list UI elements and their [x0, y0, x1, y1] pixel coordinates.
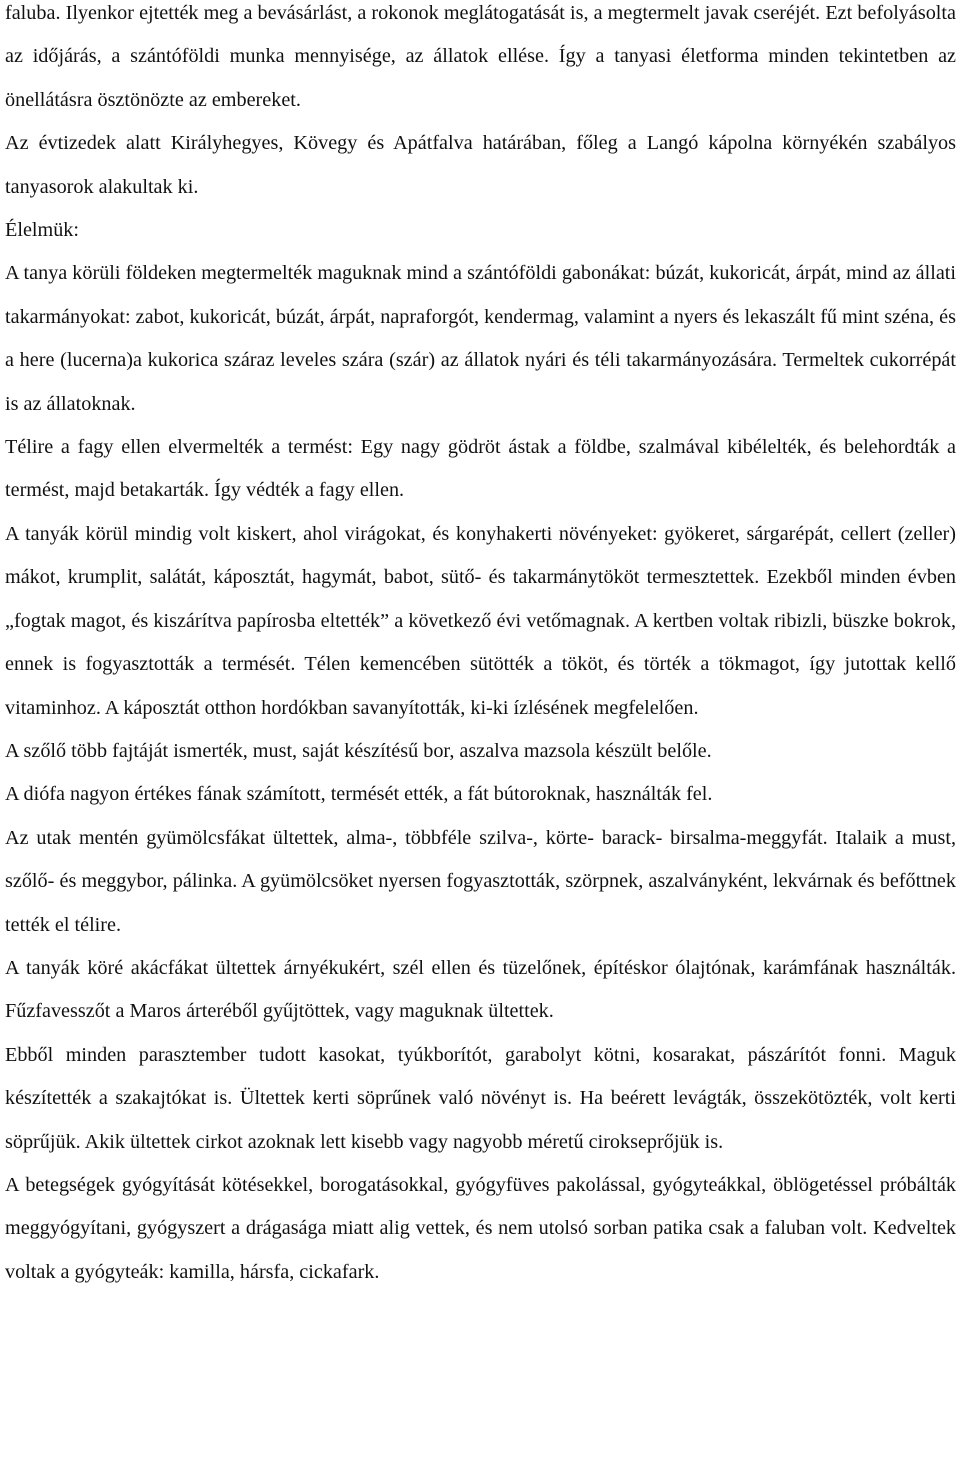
paragraph-fruit-trees: Az utak mentén gyümölcsfákat ültettek, alma-, többféle szilva-, körte- barack- birsalma-meggyfát. Italaik a must, szőlő- és meggybor, pálinka. A gyümölcsöket nyersen fogyasztották, szörpnek, aszalványként, lekvárnak és befőttnek tették el télire.: [5, 826, 956, 936]
paragraph-crops: A tanya körüli földeken megtermelték maguknak mind a szántóföldi gabonákat: búzát, kukoricát, árpát, mind az állati takarmányokat: zabot, kukoricát, búzát, árpát, napraforgót, kendermag, valamint a nyers és lekaszált fű mint széna, és a here (lucerna)a kukorica száraz leveles szára (szár) az állatok nyári és téli takarmányozására. Termeltek cukorrépát is az állatoknak.: [5, 262, 956, 415]
paragraph-farm-rows: Az évtizedek alatt Királyhegyes, Kövegy és Apátfalva határában, főleg a Langó kápolna környékén szabályos tanyasorok alakultak ki.: [5, 132, 956, 198]
paragraph-walnut: A diófa nagyon értékes fának számított, termését ették, a fát bútoroknak, használták fel.: [5, 783, 713, 806]
paragraph-crafts: Ebből minden parasztember tudott kasokat, tyúkborítót, garabolyt kötni, kosarakat, pászárítót fonni. Maguk készítették a szakajtókat is. Ültettek kerti söprűnek való növényt is. Ha beérett levágták, összekötözték, volt kerti söprűjük. Akik ültettek cirkot azoknak lett kisebb vagy nagyobb méretű cirokseprőjük is.: [5, 1043, 956, 1153]
paragraph-storage: Télire a fagy ellen elvermelték a termést: Egy nagy gödröt ástak a földbe, szalmával kibélelték, és belehordták a termést, majd betakarták. Így védték a fagy ellen.: [5, 436, 956, 502]
paragraph-acacia: A tanyák köré akácfákat ültettek árnyékukért, szél ellen és tüzelőnek, építéskor ólajtónak, karámfának használták. Fűzfavesszőt a Maros árteréből gyűjtöttek, vagy maguknak ültettek.: [5, 956, 956, 1023]
paragraph-farm-life: faluba. Ilyenkor ejtették meg a bevásárlást, a rokonok meglátogatását is, a megtermelt javak cseréjét. Ezt befolyásolta az időjárás, a szántóföldi munka mennyisége, az állatok ellése. Így a tanyasi életforma minden tekintetben az önellátásra ösztönözte az embereket.: [5, 2, 956, 111]
section-heading-food: Élelmük:: [5, 219, 80, 242]
paragraph-kitchen-garden: A tanyák körül mindig volt kiskert, ahol virágokat, és konyhakerti növényeket: gyökeret, sárgarépát, cellert (zeller) mákot, krumplit, salátát, káposztát, hagymát, babot, sütő- és takarmánytököt termesztettek. Ezekből minden évben „fogtak magot, és kiszárítva papírosba eltették” a következő évi vetőmagnak. A kertben voltak ribizli, büszke bokrok, ennek is fogyasztották a termését. Télen kemencében sütötték a tököt, és törték a tökmagot, így jutottak kellő vitaminhoz. A káposztát otthon hordókban savanyították, ki-ki ízlésének megfelelően.: [5, 522, 956, 719]
paragraph-healing: A betegségek gyógyítását kötésekkel, borogatásokkal, gyógyfüves pakolással, gyógyteákkal, öblögetéssel próbálták meggyógyítani, gyógyszert a drágasága miatt alig vettek, és nem utolsó sorban patika csak a faluban volt. Kedveltek voltak a gyógyteák: kamilla, hársfa, cickafark.: [5, 1173, 956, 1283]
paragraph-grapes: A szőlő több fajtáját ismerték, must, saját készítésű bor, aszalva mazsola készült belőle.: [5, 739, 712, 762]
